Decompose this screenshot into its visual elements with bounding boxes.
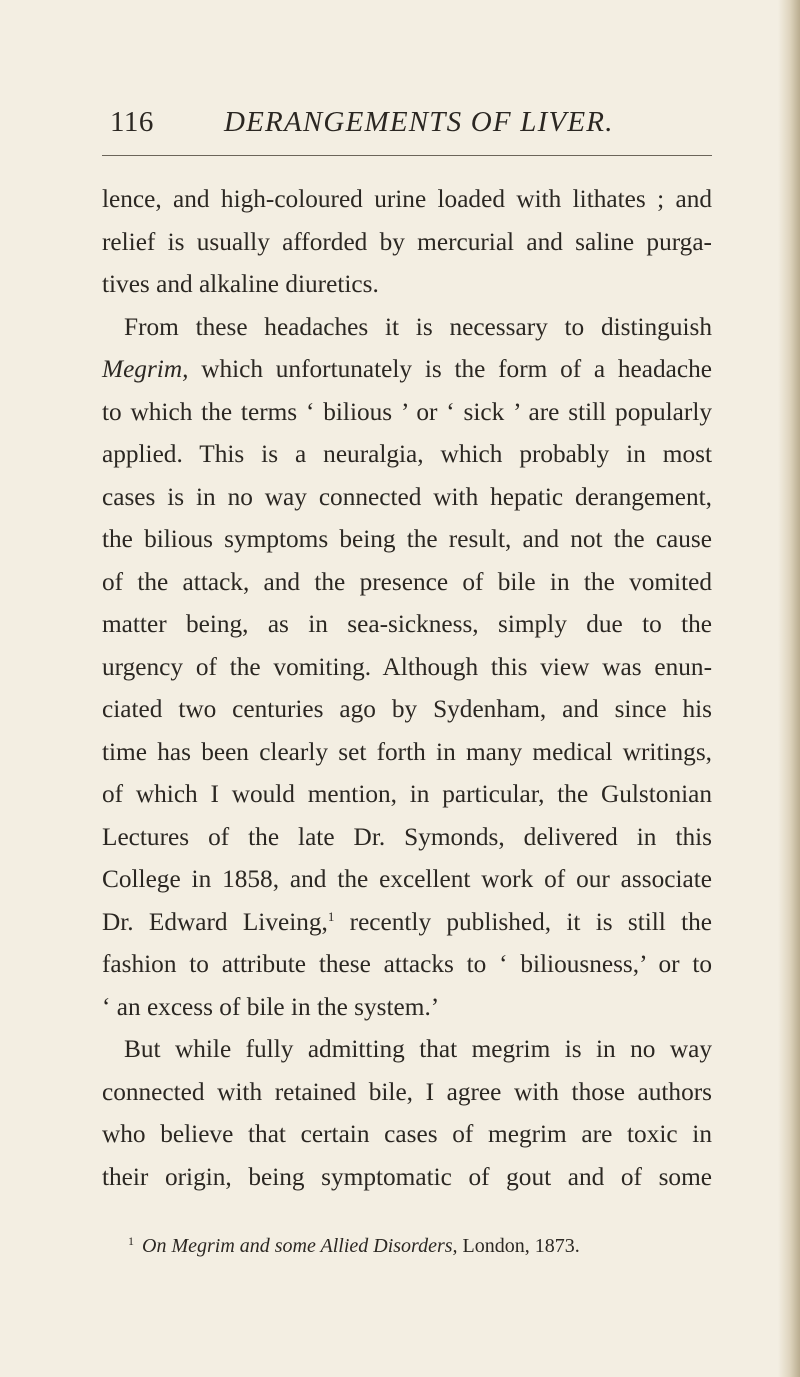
text-line: College in 1858, and the excellent work of our associate	[102, 865, 712, 893]
text-line: But while fully admitting that megrim is in no way	[124, 1035, 712, 1063]
text-line: matter being, as in sea-sickness, simply due to the	[102, 610, 712, 638]
text-line: time has been clearly set forth in many medical writings,	[102, 737, 712, 766]
header-rule	[102, 155, 712, 156]
text-line: applied. This is a neuralgia, which probably in most	[102, 440, 712, 468]
footnote-rest: London, 1873.	[462, 1235, 580, 1257]
text-fragment: recently published, it is still the	[349, 907, 712, 936]
page-number: 116	[110, 106, 154, 138]
text-line: Lectures of the late Dr. Symonds, delivered in this	[102, 822, 712, 851]
text-fragment: Dr. Edward Liveing,	[102, 907, 328, 936]
text-line: ‘ an excess of bile in the system.’	[102, 992, 440, 1021]
text-line: relief is usually afforded by mercurial and saline purga-	[102, 227, 712, 256]
text-line: the bilious symptoms being the result, and not the cause	[102, 525, 712, 553]
text-line	[102, 901, 712, 944]
text-line: their origin, being symptomatic of gout and of some	[102, 1162, 712, 1191]
text-line: urgency of the vomiting. Although this view was enun-	[102, 652, 712, 681]
text-line: who believe that certain cases of megrim are toxic in	[102, 1120, 712, 1148]
text-line: cases is in no way connected with hepatic derangement,	[102, 482, 712, 511]
text-line: From these headaches it is necessary to distinguish	[124, 312, 712, 341]
page-header	[102, 100, 712, 160]
text-line: fashion to attribute these attacks to ‘ biliousness,’ or to	[102, 950, 712, 978]
text-line: ciated two centuries ago by Sydenham, and since his	[102, 695, 712, 723]
text-line: connected with retained bile, I agree with those authors	[102, 1077, 712, 1106]
body-text	[102, 178, 712, 1198]
page-edge-shadow	[778, 0, 800, 1377]
text-line: lence, and high-coloured urine loaded with lithates ; and	[102, 185, 712, 213]
italic-term-megrim: Megrim,	[102, 355, 189, 383]
text-line: tives and alkaline diuretics.	[102, 270, 379, 298]
footnote-title: On Megrim and some Allied Disorders,	[142, 1235, 458, 1257]
running-title: DERANGEMENTS OF LIVER.	[224, 106, 614, 138]
text-fragment: which unfortunately is the form of a headache	[201, 355, 712, 383]
footnote-mark: 1	[128, 1234, 134, 1248]
footnote	[128, 1234, 728, 1258]
footnote-reference[interactable]: 1	[327, 908, 335, 924]
text-line: of which I would mention, in particular, the Gulstonian	[102, 780, 712, 808]
text-line	[102, 348, 712, 391]
text-line: to which the terms ‘ bilious ’ or ‘ sick ’ are still popularly	[102, 397, 712, 426]
text-line: of the attack, and the presence of bile in the vomited	[102, 567, 712, 596]
